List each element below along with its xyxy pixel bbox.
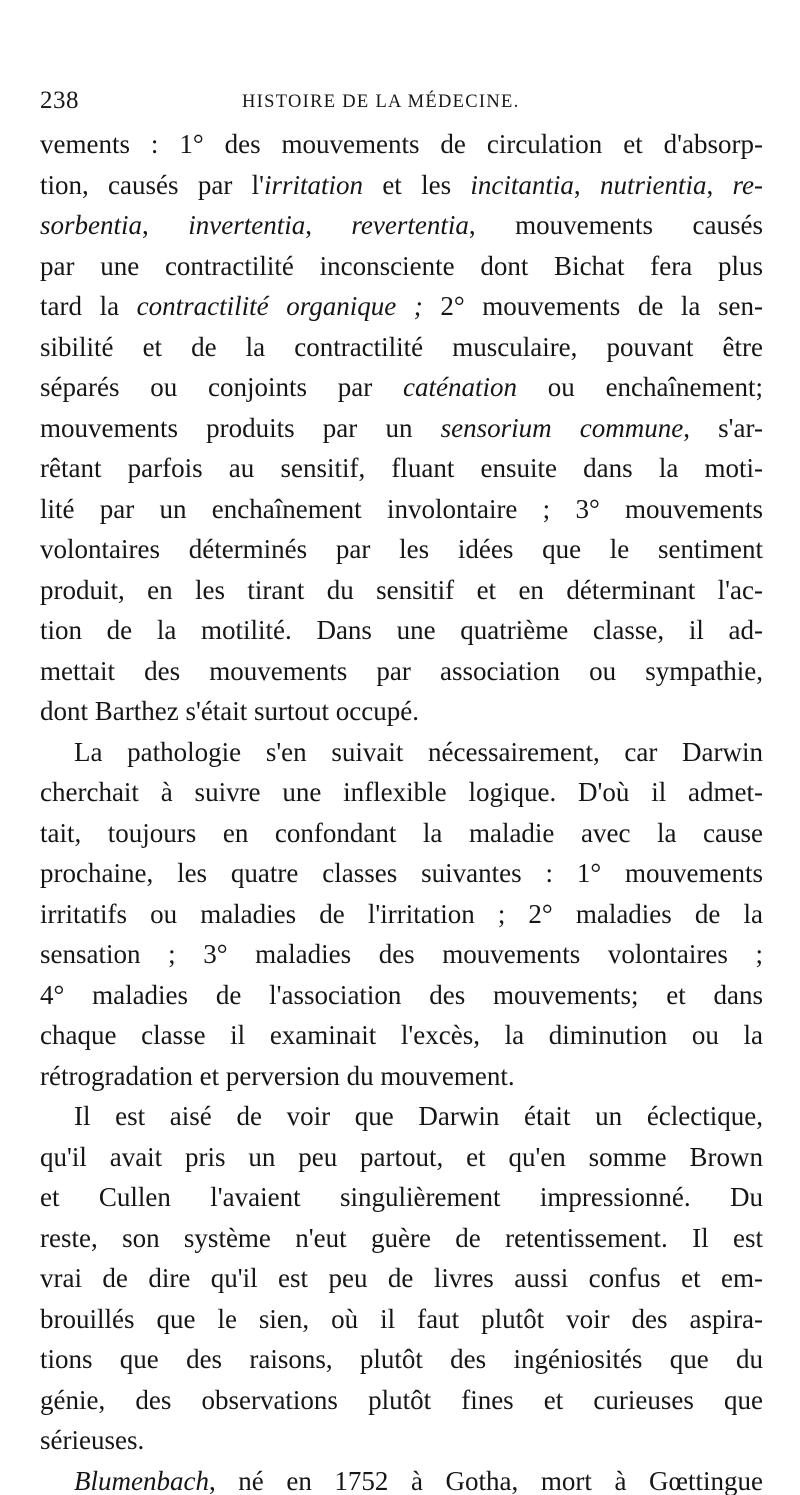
text-line: [40, 894, 763, 935]
italic-text: incitantia: [470, 169, 574, 200]
italic-text: re-: [732, 169, 764, 200]
text-segment: cherchait à suivre une inflexible logique. D'où il admet-: [40, 777, 763, 807]
text-line: [40, 1461, 763, 1495]
text-segment: irritatifs ou maladies de l'irritation ; 2° maladies de la: [40, 898, 763, 929]
text-line: [40, 813, 763, 854]
text-segment: par une contractilité inconsciente dont Bichat fera plus: [40, 250, 763, 281]
text-line: [40, 570, 763, 611]
text-line: [40, 732, 763, 773]
text-segment: rétrogradation et perversion du mouvement.: [40, 1060, 515, 1091]
text-segment: dont Barthez s'était surtout occupé.: [40, 696, 420, 726]
text-line: [40, 529, 763, 570]
italic-text: revertentia: [351, 210, 469, 240]
text-line: [40, 772, 763, 813]
text-line: [40, 1056, 763, 1097]
text-line: [40, 165, 763, 206]
text-line: [40, 1299, 763, 1340]
text-segment: sibilité et de la contractilité musculaire, pouvant être: [40, 331, 763, 362]
text-line: [40, 205, 763, 246]
text-segment: ou enchaînement;: [517, 372, 763, 402]
text-segment: , mouvements causés: [468, 210, 764, 240]
text-segment: génie, des observations plutôt fines et curieuses que: [40, 1384, 763, 1415]
text-line: [40, 1015, 763, 1056]
italic-text: invertentia: [188, 210, 306, 240]
text-segment: tard la: [40, 291, 137, 321]
text-segment: mouvements produits par un: [40, 412, 441, 443]
text-line: [40, 1096, 763, 1137]
text-segment: mettait des mouvements par association ou sympathie,: [40, 655, 763, 686]
text-segment: lité par un enchaînement involontaire ; 3° mouvements: [40, 493, 763, 524]
text-segment: , s'ar-: [683, 412, 763, 443]
text-line: [40, 327, 763, 368]
text-segment: volontaires déterminés par les idées que le sentiment: [40, 534, 763, 564]
text-segment: tait, toujours en confondant la maladie avec la cause: [40, 817, 763, 848]
text-line: [40, 408, 763, 449]
text-segment: qu'il avait pris un peu partout, et qu'en somme Brown: [40, 1141, 763, 1172]
running-title: HISTOIRE DE LA MÉDECINE.: [242, 92, 520, 112]
text-line: [40, 1177, 763, 1218]
text-line: [40, 489, 763, 530]
text-segment: vements : 1° des mouvements de circulation et d'absorp-: [40, 129, 763, 159]
text-line: [40, 975, 763, 1016]
italic-text: nutrientia: [599, 169, 707, 200]
text-segment: séparés ou conjoints par: [40, 372, 404, 402]
text-segment: reste, son système n'eut guère de retentissement. Il est: [40, 1222, 763, 1253]
text-line: [40, 1258, 763, 1299]
text-segment: chaque classe il examinait l'excès, la diminution ou la: [40, 1020, 763, 1050]
text-line: [40, 1137, 763, 1178]
text-segment: tion, causés par l': [40, 169, 264, 200]
text-line: [40, 934, 763, 975]
text-segment: La pathologie s'en suivait nécessairement, car Darwin: [74, 736, 763, 767]
text-line: [40, 691, 763, 732]
page-header: [40, 86, 585, 116]
text-segment: et les: [363, 169, 471, 200]
text-line: [40, 246, 763, 287]
page-number: 238: [40, 87, 79, 114]
text-line: [40, 1420, 763, 1461]
text-segment: 2° mouvements de la sen-: [422, 291, 763, 321]
italic-text: caténation: [403, 372, 518, 402]
text-segment: ,: [573, 169, 600, 200]
body-text: [40, 124, 763, 1495]
italic-text: irritation: [263, 169, 364, 200]
text-segment: produit, en les tirant du sensitif et en déterminant l'ac-: [40, 574, 763, 605]
text-segment: sérieuses.: [40, 1425, 145, 1455]
text-segment: rêtant parfois au sensitif, fluant ensuite dans la moti-: [40, 453, 763, 483]
text-line: [40, 1218, 763, 1259]
italic-text: contractilité organique ;: [136, 291, 423, 321]
text-line: [40, 651, 763, 692]
text-segment: ,: [305, 210, 352, 240]
text-segment: , né en 1752 à Gotha, mort à Gœttingue: [208, 1465, 763, 1495]
text-line: [40, 853, 763, 894]
italic-text: sensorium commune: [440, 412, 684, 443]
text-line: [40, 1339, 763, 1380]
text-line: [40, 610, 763, 651]
text-segment: 4° maladies de l'association des mouvements; et dans: [40, 979, 763, 1010]
text-segment: ,: [706, 169, 733, 200]
italic-text: sorbentia: [40, 210, 143, 240]
text-segment: ,: [142, 210, 189, 240]
text-segment: Il est aisé de voir que Darwin était un éclectique,: [74, 1101, 763, 1131]
text-segment: vrai de dire qu'il est peu de livres aussi confus et em-: [40, 1263, 763, 1293]
text-line: [40, 124, 763, 165]
text-segment: prochaine, les quatre classes suivantes : 1° mouvements: [40, 858, 763, 888]
text-segment: sensation ; 3° maladies des mouvements volontaires ;: [40, 939, 763, 969]
text-line: [40, 448, 763, 489]
text-line: [40, 367, 763, 408]
text-line: [40, 286, 763, 327]
text-line: [40, 1380, 763, 1421]
italic-text: Blumenbach: [74, 1465, 209, 1495]
text-segment: et Cullen l'avaient singulièrement impressionné. Du: [40, 1182, 763, 1212]
text-segment: tion de la motilité. Dans une quatrième classe, il ad-: [40, 615, 763, 645]
text-segment: tions que des raisons, plutôt des ingéniosités que du: [40, 1344, 763, 1374]
text-segment: brouillés que le sien, où il faut plutôt voir des aspira-: [40, 1303, 763, 1334]
